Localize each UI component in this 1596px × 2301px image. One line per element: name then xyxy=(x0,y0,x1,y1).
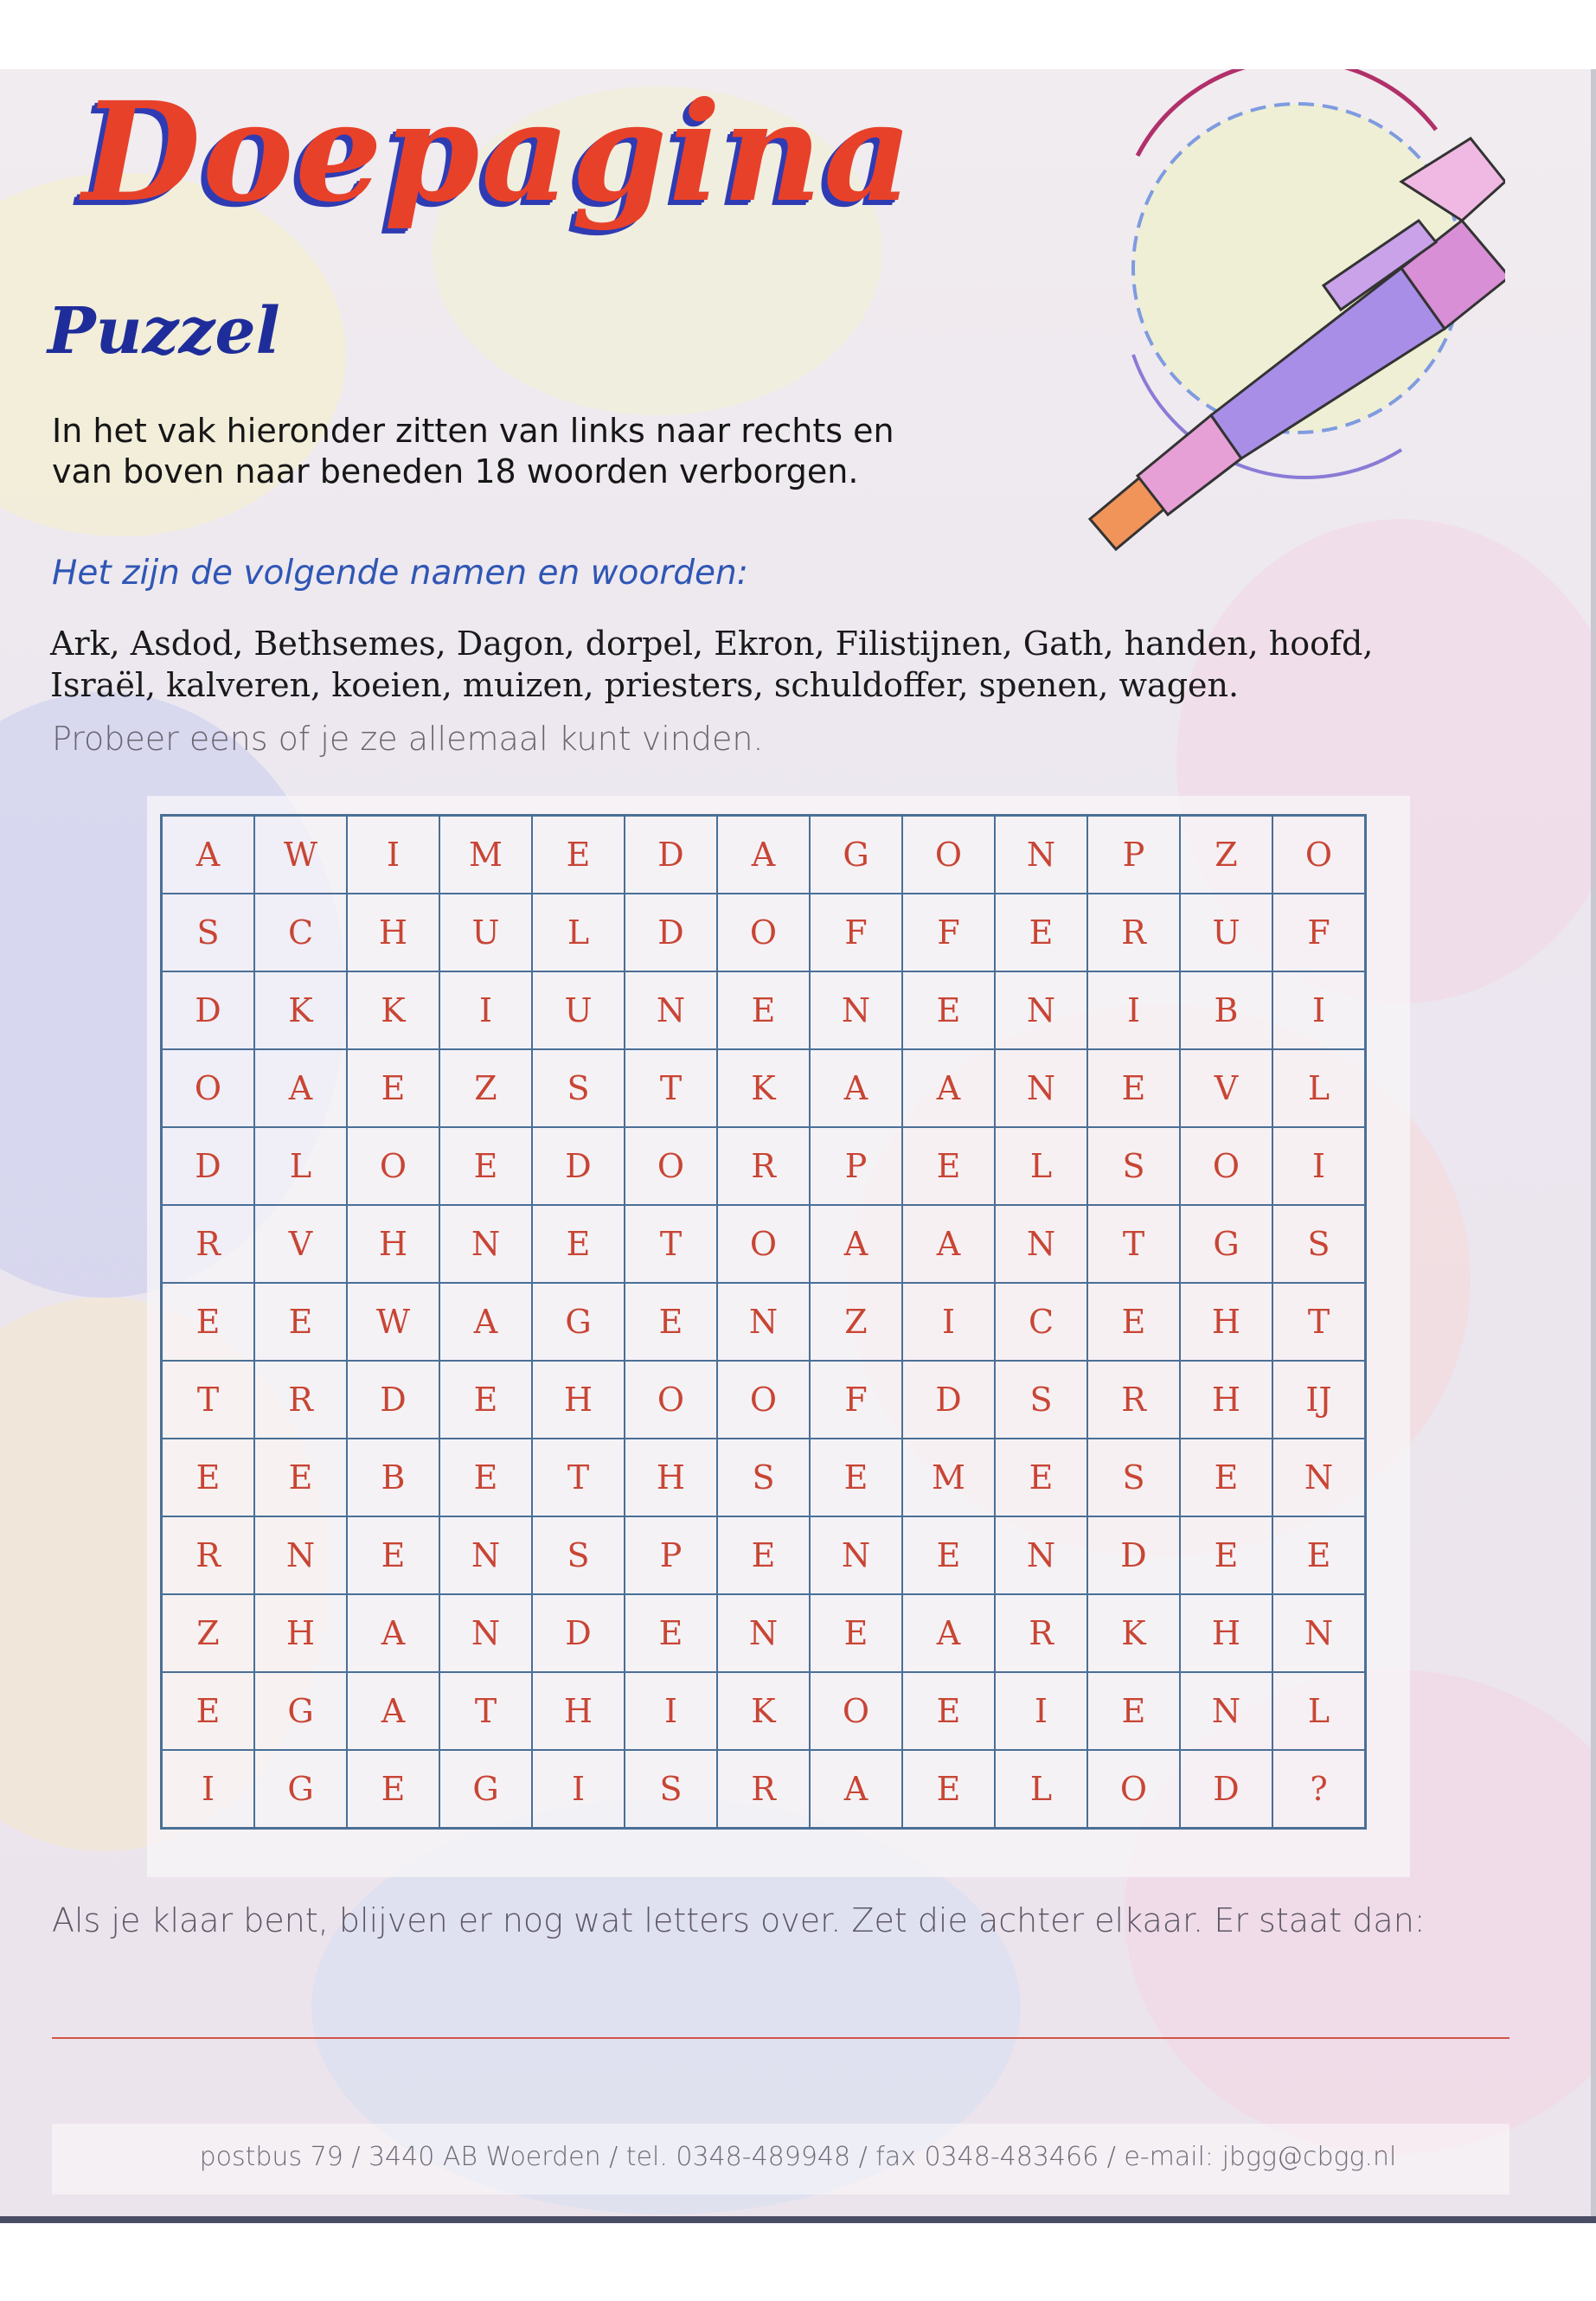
grid-row xyxy=(162,1750,1366,1829)
grid-cell[interactable]: K xyxy=(717,1049,810,1127)
grid-cell[interactable]: ? xyxy=(1272,1750,1366,1829)
grid-cell[interactable]: O xyxy=(717,894,810,971)
grid-cell[interactable]: E xyxy=(162,1672,255,1750)
grid-cell[interactable]: E xyxy=(439,1127,532,1205)
grid-cell[interactable]: N xyxy=(439,1594,532,1672)
grid-cell[interactable]: G xyxy=(254,1750,347,1829)
grid-cell[interactable]: T xyxy=(439,1672,532,1750)
grid-cell[interactable]: U xyxy=(532,971,625,1049)
grid-cell[interactable]: E xyxy=(347,1516,439,1594)
grid-cell[interactable]: H xyxy=(1180,1361,1272,1439)
grid-cell[interactable]: H xyxy=(347,894,439,971)
grid-cell[interactable]: R xyxy=(254,1361,347,1439)
grid-cell[interactable]: E xyxy=(717,971,810,1049)
page-background xyxy=(0,69,1596,2223)
grid-cell[interactable]: D xyxy=(347,1361,439,1439)
grid-cell[interactable]: H xyxy=(625,1439,717,1516)
grid-cell[interactable]: A xyxy=(439,1283,532,1361)
grid-cell[interactable]: U xyxy=(1180,894,1272,971)
grid-cell[interactable]: O xyxy=(1272,816,1366,894)
grid-cell[interactable]: N xyxy=(439,1205,532,1283)
grid-row xyxy=(162,1516,1366,1594)
grid-cell[interactable]: I xyxy=(995,1672,1087,1750)
grid-cell[interactable]: S xyxy=(625,1750,717,1829)
grid-cell[interactable]: O xyxy=(717,1205,810,1283)
grid-cell[interactable]: A xyxy=(347,1594,439,1672)
grid-cell[interactable]: H xyxy=(347,1205,439,1283)
grid-cell[interactable]: H xyxy=(1180,1283,1272,1361)
grid-cell[interactable]: F xyxy=(810,894,902,971)
grid-cell[interactable]: IJ xyxy=(1272,1361,1366,1439)
leftover-letters-instruction: Als je klaar bent, blijven er nog wat letters over. Zet die achter elkaar. Er staat dan: xyxy=(52,1901,1426,1939)
grid-cell[interactable]: M xyxy=(902,1439,995,1516)
grid-cell[interactable]: F xyxy=(902,894,995,971)
grid-cell[interactable]: I xyxy=(1087,971,1180,1049)
grid-cell[interactable]: D xyxy=(162,1127,255,1205)
grid-cell[interactable]: L xyxy=(532,894,625,971)
grid-cell[interactable]: T xyxy=(625,1205,717,1283)
grid-cell[interactable]: A xyxy=(902,1049,995,1127)
puzzle-subtitle: Puzzel xyxy=(48,294,280,369)
grid-cell[interactable]: E xyxy=(810,1439,902,1516)
grid-cell[interactable]: N xyxy=(717,1283,810,1361)
grid-row xyxy=(162,1049,1366,1127)
grid-row xyxy=(162,1672,1366,1750)
grid-cell[interactable]: W xyxy=(254,816,347,894)
grid-cell[interactable]: E xyxy=(902,1516,995,1594)
grid-cell[interactable]: E xyxy=(254,1439,347,1516)
grid-cell[interactable]: I xyxy=(439,971,532,1049)
grid-cell[interactable]: A xyxy=(902,1205,995,1283)
grid-cell[interactable]: A xyxy=(810,1049,902,1127)
grid-cell[interactable]: E xyxy=(439,1439,532,1516)
grid-cell[interactable]: A xyxy=(810,1750,902,1829)
grid-cell[interactable]: R xyxy=(995,1594,1087,1672)
grid-cell[interactable]: R xyxy=(1087,1361,1180,1439)
grid-row xyxy=(162,1127,1366,1205)
grid-cell[interactable]: S xyxy=(532,1049,625,1127)
grid-cell[interactable]: O xyxy=(625,1127,717,1205)
grid-cell[interactable]: P xyxy=(625,1516,717,1594)
grid-cell[interactable]: R xyxy=(162,1516,255,1594)
grid-cell[interactable]: E xyxy=(1087,1672,1180,1750)
grid-cell[interactable]: E xyxy=(902,1750,995,1829)
grid-cell[interactable]: I xyxy=(902,1283,995,1361)
grid-cell[interactable]: E xyxy=(439,1361,532,1439)
grid-cell[interactable]: E xyxy=(810,1594,902,1672)
grid-cell[interactable]: N xyxy=(995,971,1087,1049)
grid-cell[interactable]: E xyxy=(995,894,1087,971)
grid-cell[interactable]: E xyxy=(1272,1516,1366,1594)
grid-cell[interactable]: Z xyxy=(810,1283,902,1361)
word-list: Ark, Asdod, Bethsemes, Dagon, dorpel, Ekron, Filistijnen, Gath, handen, hoofd, Israël, kalveren, koeien, muizen, priesters, schuldoffer, spenen, wagen. xyxy=(50,625,1374,704)
grid-row xyxy=(162,1283,1366,1361)
grid-cell[interactable]: O xyxy=(347,1127,439,1205)
grid-cell[interactable]: O xyxy=(810,1672,902,1750)
grid-cell[interactable]: P xyxy=(810,1127,902,1205)
grid-cell[interactable]: F xyxy=(1272,894,1366,971)
grid-cell[interactable]: E xyxy=(995,1439,1087,1516)
grid-cell[interactable]: U xyxy=(439,894,532,971)
grid-cell[interactable]: E xyxy=(1087,1283,1180,1361)
grid-cell[interactable]: A xyxy=(347,1672,439,1750)
grid-cell[interactable]: O xyxy=(162,1049,255,1127)
grid-cell[interactable]: B xyxy=(347,1439,439,1516)
grid-row xyxy=(162,1439,1366,1516)
grid-cell[interactable]: S xyxy=(162,894,255,971)
grid-cell[interactable]: O xyxy=(902,816,995,894)
grid-cell[interactable]: I xyxy=(347,816,439,894)
grid-cell[interactable]: N xyxy=(717,1594,810,1672)
grid-cell[interactable]: F xyxy=(810,1361,902,1439)
grid-cell[interactable]: Z xyxy=(162,1594,255,1672)
grid-cell[interactable]: K xyxy=(1087,1594,1180,1672)
grid-cell[interactable]: V xyxy=(254,1205,347,1283)
grid-cell[interactable]: W xyxy=(347,1283,439,1361)
grid-cell[interactable]: E xyxy=(902,1672,995,1750)
grid-cell[interactable]: E xyxy=(162,1283,255,1361)
grid-cell[interactable]: I xyxy=(625,1672,717,1750)
grid-cell[interactable]: D xyxy=(162,971,255,1049)
grid-cell[interactable]: L xyxy=(995,1127,1087,1205)
grid-cell[interactable]: I xyxy=(1272,971,1366,1049)
grid-cell[interactable]: H xyxy=(254,1594,347,1672)
grid-cell[interactable]: N xyxy=(625,971,717,1049)
answer-line xyxy=(52,2037,1509,2039)
grid-cell[interactable]: A xyxy=(902,1594,995,1672)
grid-cell[interactable]: L xyxy=(1272,1672,1366,1750)
word-list-heading: Het zijn de volgende namen en woorden: xyxy=(52,554,748,593)
grid-cell[interactable]: D xyxy=(625,894,717,971)
grid-cell[interactable]: N xyxy=(995,1516,1087,1594)
grid-cell[interactable]: E xyxy=(254,1283,347,1361)
grid-cell[interactable]: E xyxy=(902,1127,995,1205)
grid-cell[interactable]: S xyxy=(1272,1205,1366,1283)
grid-cell[interactable]: T xyxy=(162,1361,255,1439)
grid-cell[interactable]: V xyxy=(1180,1049,1272,1127)
grid-cell[interactable]: R xyxy=(162,1205,255,1283)
grid-cell[interactable]: R xyxy=(1087,894,1180,971)
grid-row xyxy=(162,1594,1366,1672)
grid-cell[interactable]: P xyxy=(1087,816,1180,894)
grid-cell[interactable]: N xyxy=(1272,1439,1366,1516)
grid-cell[interactable]: G xyxy=(439,1750,532,1829)
grid-cell[interactable]: E xyxy=(902,971,995,1049)
grid-cell[interactable]: Z xyxy=(1180,816,1272,894)
grid-cell[interactable]: E xyxy=(347,1750,439,1829)
grid-cell[interactable]: N xyxy=(1180,1672,1272,1750)
grid-cell[interactable]: A xyxy=(254,1049,347,1127)
grid-cell[interactable]: D xyxy=(1180,1750,1272,1829)
grid-cell[interactable]: C xyxy=(995,1283,1087,1361)
grid-cell[interactable]: G xyxy=(254,1672,347,1750)
grid-cell[interactable]: O xyxy=(1180,1127,1272,1205)
grid-cell[interactable]: D xyxy=(532,1594,625,1672)
grid-row xyxy=(162,816,1366,894)
grid-cell[interactable]: L xyxy=(995,1750,1087,1829)
grid-cell[interactable]: T xyxy=(625,1049,717,1127)
grid-row xyxy=(162,971,1366,1049)
grid-cell[interactable]: N xyxy=(254,1516,347,1594)
grid-cell[interactable]: S xyxy=(1087,1127,1180,1205)
try-instruction: Probeer eens of je ze allemaal kunt vinden. xyxy=(52,720,764,758)
grid-cell[interactable]: E xyxy=(1180,1439,1272,1516)
grid-cell[interactable]: C xyxy=(254,894,347,971)
grid-cell[interactable]: E xyxy=(347,1049,439,1127)
footer-contact: postbus 79 / 3440 AB Woerden / tel. 0348-489948 / fax 0348-483466 / e-mail: jbgg@cbgg.nl xyxy=(199,2142,1397,2172)
grid-cell[interactable]: H xyxy=(1180,1594,1272,1672)
grid-cell[interactable]: A xyxy=(162,816,255,894)
grid-body xyxy=(162,816,1366,1829)
grid-cell[interactable]: B xyxy=(1180,971,1272,1049)
grid-cell[interactable]: R xyxy=(717,1127,810,1205)
grid-cell[interactable]: I xyxy=(532,1750,625,1829)
grid-cell[interactable]: N xyxy=(995,1205,1087,1283)
grid-cell[interactable]: H xyxy=(532,1361,625,1439)
grid-cell[interactable]: K xyxy=(347,971,439,1049)
grid-cell[interactable]: N xyxy=(810,971,902,1049)
intro-paragraph: In het vak hieronder zitten van links naar rechts en van boven naar beneden 18 woorden verborgen. xyxy=(52,412,894,490)
grid-cell[interactable]: A xyxy=(810,1205,902,1283)
grid-cell[interactable]: S xyxy=(532,1516,625,1594)
grid-cell[interactable]: L xyxy=(254,1127,347,1205)
grid-cell[interactable]: H xyxy=(532,1672,625,1750)
grid-cell[interactable]: T xyxy=(1087,1205,1180,1283)
grid-row xyxy=(162,1205,1366,1283)
grid-cell[interactable]: O xyxy=(717,1361,810,1439)
grid-cell[interactable]: R xyxy=(717,1750,810,1829)
grid-cell[interactable]: T xyxy=(532,1439,625,1516)
grid-cell[interactable]: K xyxy=(254,971,347,1049)
grid-cell[interactable]: L xyxy=(1272,1049,1366,1127)
grid-cell[interactable]: O xyxy=(1087,1750,1180,1829)
grid-cell[interactable]: O xyxy=(625,1361,717,1439)
grid-cell[interactable]: A xyxy=(717,816,810,894)
grid-cell[interactable]: I xyxy=(1272,1127,1366,1205)
grid-cell[interactable]: M xyxy=(439,816,532,894)
grid-cell[interactable]: E xyxy=(717,1516,810,1594)
grid-cell[interactable]: E xyxy=(532,1205,625,1283)
word-search-grid xyxy=(160,814,1367,1830)
grid-cell[interactable]: D xyxy=(625,816,717,894)
grid-cell[interactable]: D xyxy=(1087,1516,1180,1594)
grid-cell[interactable]: E xyxy=(162,1439,255,1516)
grid-cell[interactable]: N xyxy=(995,1049,1087,1127)
grid-cell[interactable]: T xyxy=(1272,1283,1366,1361)
grid-cell[interactable]: I xyxy=(162,1750,255,1829)
grid-cell[interactable]: D xyxy=(902,1361,995,1439)
grid-cell[interactable]: S xyxy=(995,1361,1087,1439)
grid-cell[interactable]: Z xyxy=(439,1049,532,1127)
grid-cell[interactable]: E xyxy=(1087,1049,1180,1127)
grid-cell[interactable]: K xyxy=(717,1672,810,1750)
grid-cell[interactable]: E xyxy=(1180,1516,1272,1594)
grid-cell[interactable]: N xyxy=(1272,1594,1366,1672)
grid-cell[interactable]: N xyxy=(995,816,1087,894)
grid-row xyxy=(162,1361,1366,1439)
page-bottom-border xyxy=(0,2216,1596,2223)
grid-cell[interactable]: S xyxy=(1087,1439,1180,1516)
grid-cell[interactable]: G xyxy=(810,816,902,894)
grid-cell[interactable]: G xyxy=(532,1283,625,1361)
grid-cell[interactable]: S xyxy=(717,1439,810,1516)
grid-cell[interactable]: N xyxy=(439,1516,532,1594)
grid-cell[interactable]: E xyxy=(625,1283,717,1361)
page-edge xyxy=(1591,69,1596,2223)
grid-cell[interactable]: N xyxy=(810,1516,902,1594)
highlighter-marker-illustration xyxy=(952,69,1505,588)
grid-cell[interactable]: E xyxy=(532,816,625,894)
grid-cell[interactable]: D xyxy=(532,1127,625,1205)
grid-row xyxy=(162,894,1366,971)
grid-cell[interactable]: G xyxy=(1180,1205,1272,1283)
page-title: Doepagina xyxy=(82,73,914,233)
grid-cell[interactable]: E xyxy=(625,1594,717,1672)
